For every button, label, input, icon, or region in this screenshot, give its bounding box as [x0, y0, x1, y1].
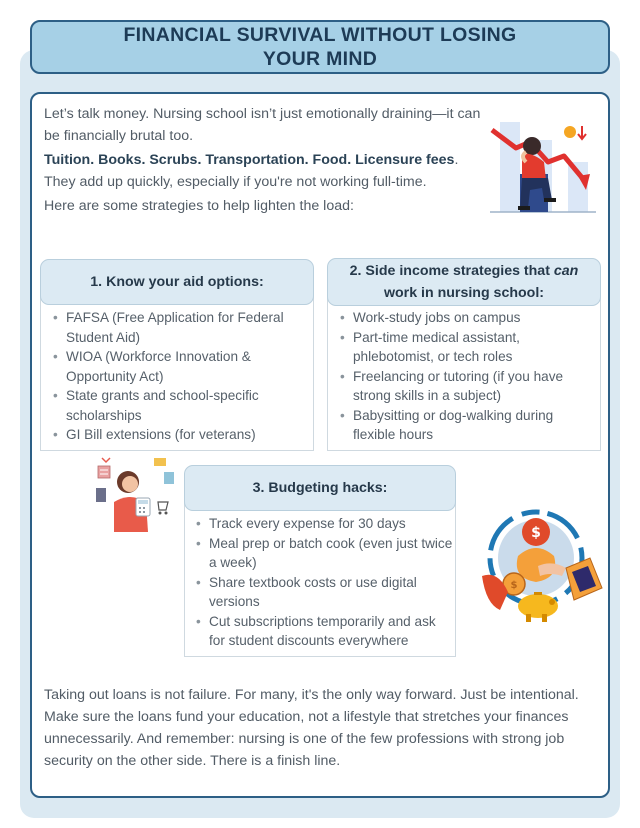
list-item: • Meal prep or batch cook (even just twice a week): [195, 534, 453, 573]
intro-paragraph-1: Let’s talk money. Nursing school isn’t just emotionally draining—it can be financially brutal too.: [44, 106, 481, 144]
aid-options-heading: 1. Know your aid options:: [40, 259, 314, 305]
title-line-1: FINANCIAL SURVIVAL WITHOUT LOSING: [123, 24, 517, 46]
intro-costs-rest: . They add up quickly, especially if you're not working full-time.: [44, 152, 459, 190]
list-item: • Track every expense for 30 days: [195, 514, 453, 534]
list-item: • Freelancing or tutoring (if you have strong skills in a subject): [339, 367, 597, 406]
aid-options-list: [52, 308, 310, 445]
woman-budget-calculator-icon: [92, 452, 180, 538]
closing-paragraph: Taking out loans is not failure. For many, it's the only way forward. Just be intentional. Make sure the loans fund your education, not a lifestyle that stretches your finances unnecessarily. And remember: nursing is one of the few professions with strong job security on the other side. There is a finish line.: [44, 687, 579, 769]
side-income-list: [339, 308, 597, 445]
title-line-2: YOUR MIND: [262, 48, 378, 70]
list-item: • Cut subscriptions temporarily and ask for student discounts everywhere: [195, 612, 453, 651]
list-item: • State grants and school-specific scholarships: [52, 386, 310, 425]
intro-paragraph-3: Here are some strategies to help lighten the load:: [44, 198, 354, 214]
intro-paragraph-2: [44, 149, 484, 193]
svg-text:$: $: [510, 580, 518, 591]
intro-costs-bold: Tuition. Books. Scrubs. Transportation. Food. Licensure fees: [44, 152, 455, 168]
title-banner: [30, 20, 610, 74]
svg-text:$: $: [531, 525, 541, 541]
list-item: • Babysitting or dog-walking during flexible hours: [339, 406, 597, 445]
list-item: • GI Bill extensions (for veterans): [52, 425, 310, 445]
list-item: • Share textbook costs or use digital versions: [195, 573, 453, 612]
stressed-person-falling-chart-icon: [486, 118, 598, 216]
list-item: • Part-time medical assistant, phlebotomist, or tech roles: [339, 328, 597, 367]
side-income-heading: 2. Side income strategies that can work in nursing school:: [327, 258, 601, 306]
list-item: • WIOA (Workforce Innovation & Opportunity Act): [52, 347, 310, 386]
money-bag-piggy-bank-icon: [478, 506, 608, 624]
budgeting-hacks-list: [195, 514, 453, 651]
list-item: • FAFSA (Free Application for Federal Student Aid): [52, 308, 310, 347]
budgeting-hacks-heading: 3. Budgeting hacks:: [184, 465, 456, 511]
intro-text: [44, 103, 484, 219]
page-title: [123, 23, 516, 71]
list-item: • Work-study jobs on campus: [339, 308, 597, 328]
